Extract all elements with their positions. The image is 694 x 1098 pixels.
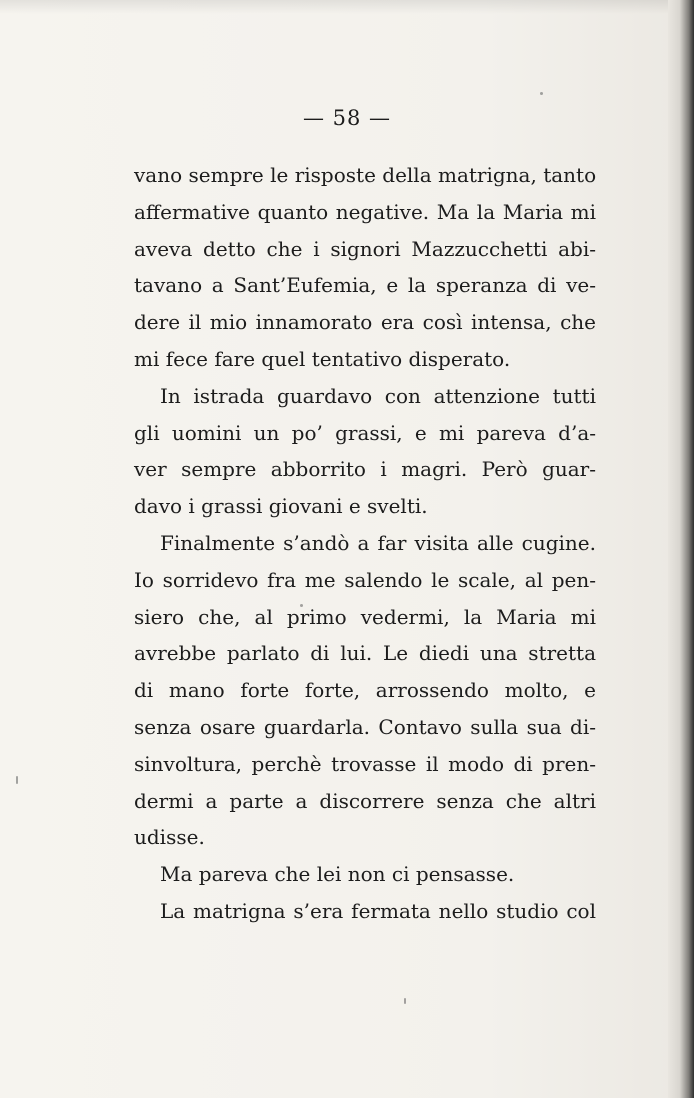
text-line: La matrigna s’era fermata nello studio col (160, 898, 596, 923)
text-line: siero che, al primo vedermi, la Maria mi (134, 604, 596, 629)
ink-speck (404, 998, 406, 1004)
text-line: avrebbe parlato di lui. Le diedi una stretta (134, 641, 596, 666)
text-line: udisse. (134, 825, 205, 850)
page-number: — 58 — (302, 106, 392, 130)
text-line: mi fece fare quel tentativo disperato. (134, 346, 511, 371)
text-line: senza osare guardarla. Contavo sulla sua di- (134, 714, 596, 739)
text-line: ver sempre abborrito i magri. Però guar- (134, 457, 596, 482)
ink-speck (540, 92, 543, 95)
body-text (134, 157, 596, 930)
text-line: aveva detto che i signori Mazzucchetti abi- (134, 236, 596, 261)
text-line: di mano forte forte, arrossendo molto, e (134, 678, 596, 703)
text-line: In istrada guardavo con attenzione tutti (160, 383, 596, 408)
text-line: davo i grassi giovani e svelti. (134, 494, 428, 519)
page-binding-edge (668, 0, 694, 1098)
text-line: Io sorridevo fra me salendo le scale, al pen- (134, 567, 596, 592)
text-line: gli uomini un po’ grassi, e mi pareva d’a- (134, 420, 596, 445)
text-line: tavano a Sant’Eufemia, e la speranza di ve- (134, 273, 596, 298)
text-line: Finalmente s’andò a far visita alle cugine. (160, 530, 596, 555)
text-line: dermi a parte a discorrere senza che altri (134, 788, 596, 813)
text-line: sinvoltura, perchè trovasse il modo di pren- (134, 751, 596, 776)
text-line: dere il mio innamorato era così intensa, che (134, 310, 596, 335)
ink-speck (16, 776, 18, 784)
text-line: vano sempre le risposte della matrigna, tanto (134, 163, 597, 187)
page-top-shadow (0, 0, 694, 14)
text-line: affermative quanto negative. Ma la Maria mi (134, 199, 596, 224)
text-line: Ma pareva che lei non ci pensasse. (160, 862, 515, 887)
